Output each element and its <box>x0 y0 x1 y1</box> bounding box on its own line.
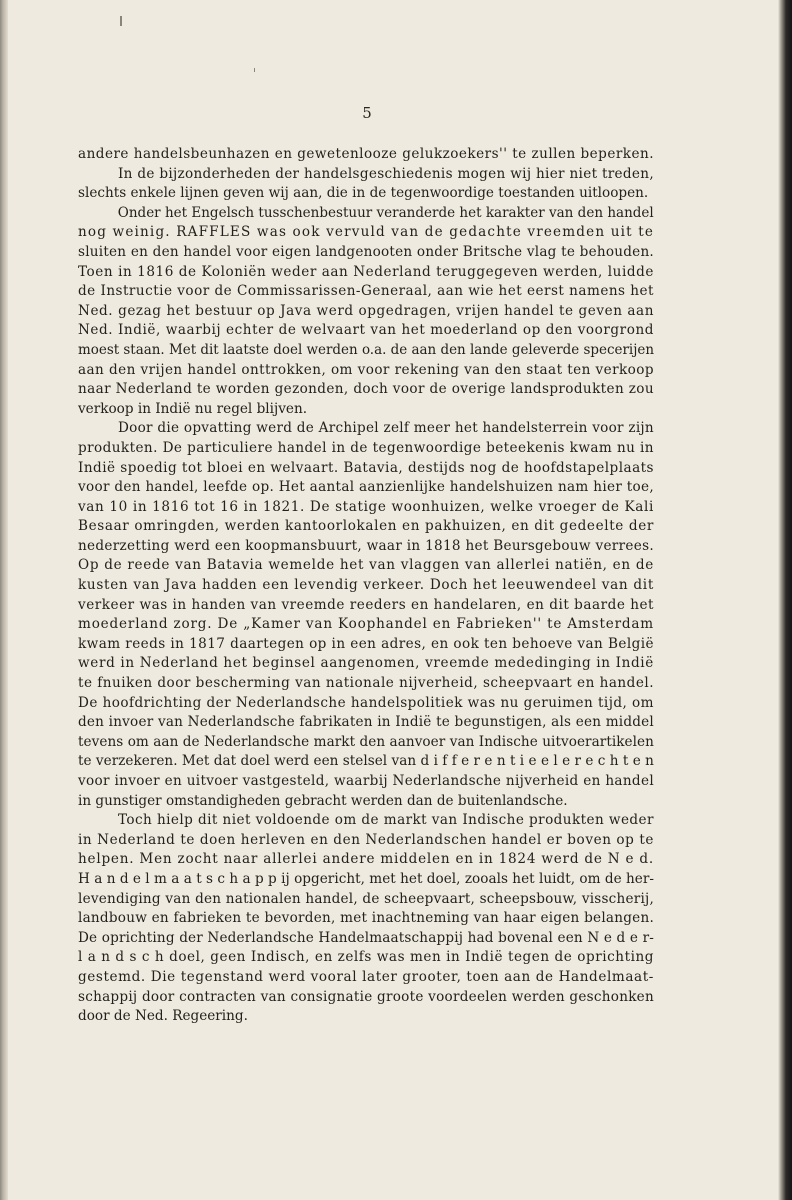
page-left-edge <box>0 0 8 1200</box>
text-line: Toch hielp dit niet voldoende om de markt van Indische produkten weder <box>117 812 654 829</box>
text-line: werd in Nederland het beginsel aangenomen, vreemde mededinging in Indië <box>78 655 654 672</box>
text-line: sluiten en den handel voor eigen landgenooten onder Britsche vlag te behouden. <box>78 243 654 260</box>
text-line: Op de reede van Batavia wemelde het van vlaggen van allerlei natiën, en de <box>78 557 654 574</box>
text-line: verkeer was in handen van vreemde reeders en handelaren, en dit baarde het <box>78 596 655 613</box>
text-line: slechts enkele lijnen geven wij aan, die in de tegenwoordige toestanden uitloopen. <box>78 185 649 202</box>
text-line: voor den handel, leefde op. Het aantal aanzienlijke handelshuizen nam hier toe, <box>78 479 655 496</box>
text-line: Ned. gezag het bestuur op Java werd opgedragen, vrijen handel te geven aan <box>78 302 655 319</box>
text-line: gestemd. Die tegenstand werd vooral later grooter, toen aan de Handelmaat- <box>78 968 654 985</box>
text-line: In de bijzonderheden der handelsgeschiedenis mogen wij hier niet treden, <box>117 165 654 182</box>
text-line: aan den vrijen handel onttrokken, om voor rekening van den staat ten verkoop <box>78 361 655 378</box>
text-line: moest staan. Met dit laatste doel werden o.a. de aan den lande geleverde specerijen <box>78 341 655 358</box>
text-line: nederzetting werd een koopmansbuurt, waar in 1818 het Beursgebouw verrees. <box>78 537 654 554</box>
text-line: helpen. Men zocht naar allerlei andere middelen en in 1824 werd de N e d. <box>78 851 654 868</box>
text-line: kusten van Java hadden een levendig verkeer. Doch het leeuwendeel van dit <box>78 577 654 594</box>
text-line: in Nederland te doen herleven en den Nederlandschen handel er boven op te <box>78 831 655 848</box>
text-line: van 10 in 1816 tot 16 in 1821. De statige woonhuizen, welke vroeger de Kali <box>78 498 654 515</box>
paper-speck <box>120 16 122 26</box>
text-line: l a n d s c h doel, geen Indisch, en zelfs was men in Indië tegen de oprichting <box>78 949 655 966</box>
text-line: De oprichting der Nederlandsche Handelmaatschappij had bovenal een N e d e r- <box>78 929 654 946</box>
text-line: Besaar omringden, werden kantoorlokalen en pakhuizen, en dit gedeelte der <box>78 518 655 535</box>
text-line: nog weinig. RAFFLES was ook vervuld van de gedachte vreemden uit te <box>78 224 655 241</box>
text-line: H a n d e l m a a t s c h a p p ij opgericht, met het doel, zooals het luidt, om de her- <box>78 870 655 887</box>
page-binding-shadow <box>778 0 792 1200</box>
text-line: landbouw en fabrieken te bevorden, met inachtneming van haar eigen belangen. <box>78 910 655 927</box>
text-line: de Instructie voor de Commissarissen-Generaal, aan wie het eerst namens het <box>78 283 654 300</box>
text-line: levendiging van den nationalen handel, de scheepvaart, scheepsbouw, visscherij, <box>78 890 655 907</box>
page-number: 5 <box>362 104 372 122</box>
text-line: den invoer van Nederlandsche fabrikaten in Indië te begunstigen, als een middel <box>78 714 655 731</box>
text-line: Toen in 1816 de Koloniën weder aan Nederland teruggegeven werden, luidde <box>78 263 654 280</box>
text-line: te verzekeren. Met dat doel werd een stelsel van d i f f e r e n t i e e l e r e c h t e n <box>78 753 654 770</box>
text-line: verkoop in Indië nu regel blijven. <box>78 400 308 417</box>
text-line: tevens om aan de Nederlandsche markt den aanvoer van Indische uitvoerartikelen <box>78 733 654 750</box>
text-line: Ned. Indië, waarbij echter de welvaart van het moederland op den voorgrond <box>78 322 655 339</box>
text-line: Indië spoedig tot bloei en welvaart. Batavia, destijds nog de hoofdstapelplaats <box>78 459 654 476</box>
paper-speck <box>254 68 255 72</box>
text-line: schappij door contracten van consignatie groote voordeelen werden geschonken <box>78 988 654 1005</box>
text-line: Onder het Engelsch tusschenbestuur veranderde het karakter van den handel <box>117 204 654 221</box>
text-line: kwam reeds in 1817 daartegen op in een adres, en ook ten behoeve van België <box>78 635 654 652</box>
text-line: produkten. De particuliere handel in de tegenwoordige beteekenis kwam nu in <box>78 439 654 456</box>
text-line: te fnuiken door bescherming van nationale nijverheid, scheepvaart en handel. <box>78 675 655 692</box>
text-line: andere handelsbeunhazen en gewetenlooze gelukzoekers'' te zullen beperken. <box>78 146 655 162</box>
body-text <box>78 145 654 1027</box>
text-line: voor invoer en uitvoer vastgesteld, waarbij Nederlandsche nijverheid en handel <box>78 773 655 789</box>
text-line: in gunstiger omstandigheden gebracht werden dan de buitenlandsche. <box>78 792 568 809</box>
text-line: De hoofdrichting der Nederlandsche handelspolitiek was nu geruimen tijd, om <box>78 694 655 711</box>
text-line: Door die opvatting werd de Archipel zelf meer het handelsterrein voor zijn <box>117 420 654 437</box>
text-line: door de Ned. Regeering. <box>78 1008 248 1025</box>
text-line: naar Nederland te worden gezonden, doch voor de overige landsprodukten zou <box>78 381 655 398</box>
text-line: moederland zorg. De „Kamer van Koophandel en Fabrieken'' te Amsterdam <box>78 616 655 633</box>
